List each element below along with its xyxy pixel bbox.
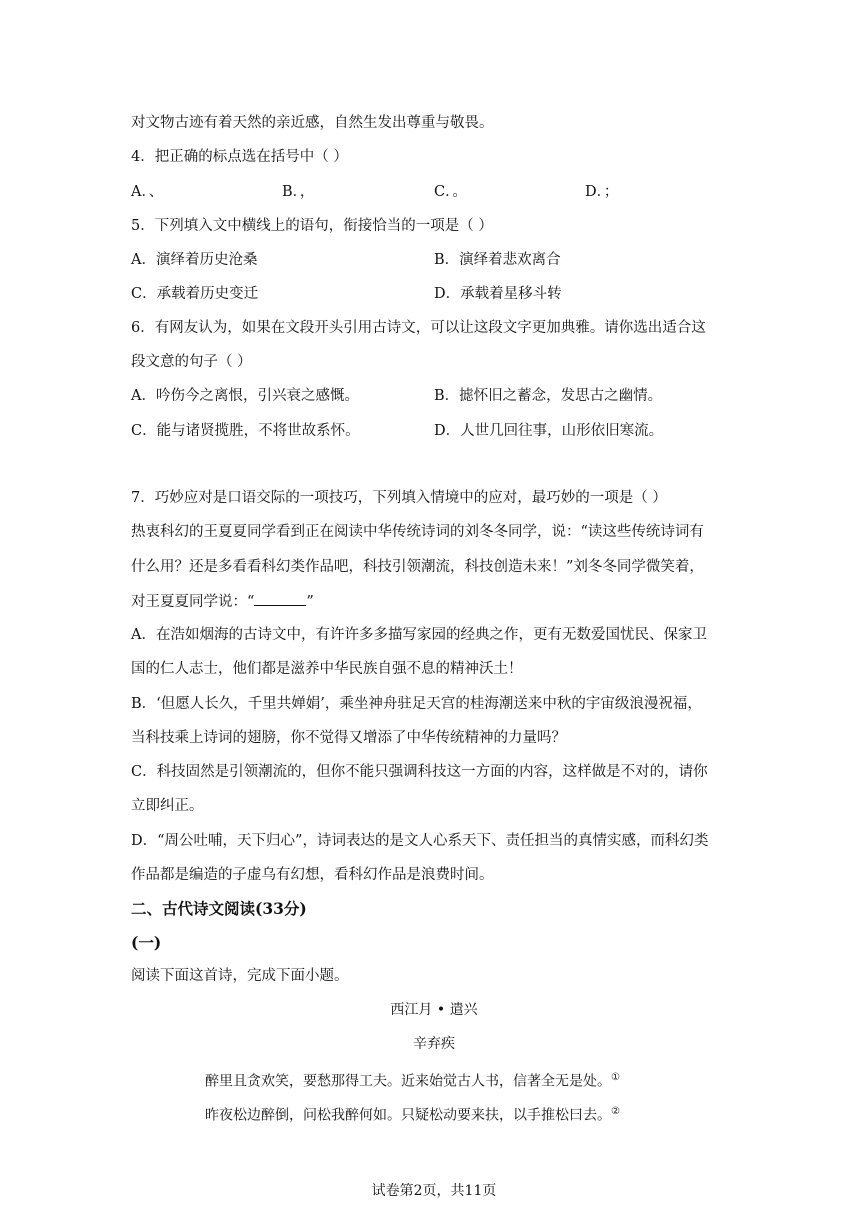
footnote-marker-1: ① <box>611 1072 620 1083</box>
q7-option-a-line1: A．在浩如烟海的古诗文中，有许许多多描写家园的经典之作，更有无数爱国忧民、保家卫 <box>131 627 707 643</box>
q7-option-c-line2: 立即纠正。 <box>131 798 204 814</box>
q6-option-d: D．人世几回往事，山形依旧寒流。 <box>434 423 664 439</box>
q7-option-d-line1: D．“周公吐哺，天下归心”，诗词表达的是文人心系天下、责任担当的真情实感，而科幻类 <box>131 833 709 849</box>
q7-option-b-line1: B．‘但愿人长久，千里共婵娟’，乘坐神舟驻足天宫的桂海潮送来中秋的宇宙级浪漫祝福， <box>131 696 702 712</box>
q7-context-line2: 什么用？还是多看看科幻类作品吧，科技引领潮流，科技创造未来！”刘冬冬同学微笑着， <box>131 559 704 575</box>
q7-option-a-line2: 国的仁人志士，他们都是滋养中华民族自强不息的精神沃土！ <box>131 661 523 677</box>
q7-stem: 7．巧妙应对是口语交际的一项技巧，下列填入情境中的应对，最巧妙的一项是（ ） <box>131 490 667 506</box>
q7-option-c-line1: C．科技固然是引领潮流的，但你不能只强调科技这一方面的内容，这样做是不对的，请你 <box>131 764 708 780</box>
q6-option-a: A．吟伤今之离恨，引兴衰之感慨。 <box>131 388 359 404</box>
q4-option-d: D．； <box>585 184 619 200</box>
subsection-title: (一) <box>131 933 162 952</box>
section-title: 二、古代诗文阅读(33分) <box>131 899 307 918</box>
q4-option-a: A．、 <box>131 184 164 200</box>
q5-option-a: A．演绎着历史沧桑 <box>131 252 258 268</box>
poem-line-2-text: 昨夜松边醉倒，问松我醉何如。只疑松动要来扶，以手推松曰去。 <box>205 1107 611 1124</box>
q6-option-b: B．摅怀旧之蓄念，发思古之幽情。 <box>434 388 663 404</box>
poem-line-1-text: 醉里且贪欢笑，要愁那得工夫。近来始觉古人书，信著全无是处。 <box>205 1073 611 1090</box>
page-footer: 试卷第2页，共11页 <box>371 1183 497 1199</box>
q7-option-b-line2: 当科技乘上诗词的翅膀，你不觉得又增添了中华传统精神的力量吗？ <box>131 730 566 746</box>
q7-context-prefix: 对王夏夏同学说：“ <box>131 594 255 610</box>
q5-stem: 5．下列填入文中横线上的语句，衔接恰当的一项是（ ） <box>131 218 493 234</box>
q7-context-line3 <box>131 591 314 612</box>
q6-option-c: C．能与诸贤揽胜，不将世故系怀。 <box>131 423 360 439</box>
q7-option-d-line2: 作品都是编造的子虚乌有幻想，看科幻作品是浪费时间。 <box>131 867 494 883</box>
q5-option-b: B．演绎着悲欢离合 <box>434 252 561 268</box>
poem-author: 辛弃疾 <box>413 1036 455 1052</box>
q7-context-suffix: ” <box>306 594 314 610</box>
q6-stem-line2: 段文意的句子（ ） <box>131 354 252 370</box>
q7-context-line1: 热衷科幻的王夏夏同学看到正在阅读中华传统诗词的刘冬冬同学，说：“读这些传统诗词有 <box>131 524 704 540</box>
footnote-marker-2: ② <box>611 1106 620 1117</box>
q4-stem: 4．把正确的标点选在括号中（ ） <box>131 149 348 165</box>
q5-option-c: C．承载着历史变迁 <box>131 286 259 302</box>
q4-option-c: C．。 <box>434 184 467 200</box>
answer-blank <box>254 591 306 606</box>
q6-stem-line1: 6．有网友认为，如果在文段开头引用古诗文，可以让这段文字更加典雅。请你选出适合这 <box>131 320 706 336</box>
q4-option-b: B．， <box>282 184 315 200</box>
poem-title: 西江月 • 遣兴 <box>390 1002 478 1018</box>
intro-line: 对文物古迹有着天然的亲近感，自然生发出尊重与敬畏。 <box>131 115 494 131</box>
section-instruction: 阅读下面这首诗，完成下面小题。 <box>131 968 349 984</box>
poem-line-2 <box>205 1102 620 1126</box>
q5-option-d: D．承载着星移斗转 <box>434 286 562 302</box>
poem-line-1 <box>205 1068 620 1092</box>
